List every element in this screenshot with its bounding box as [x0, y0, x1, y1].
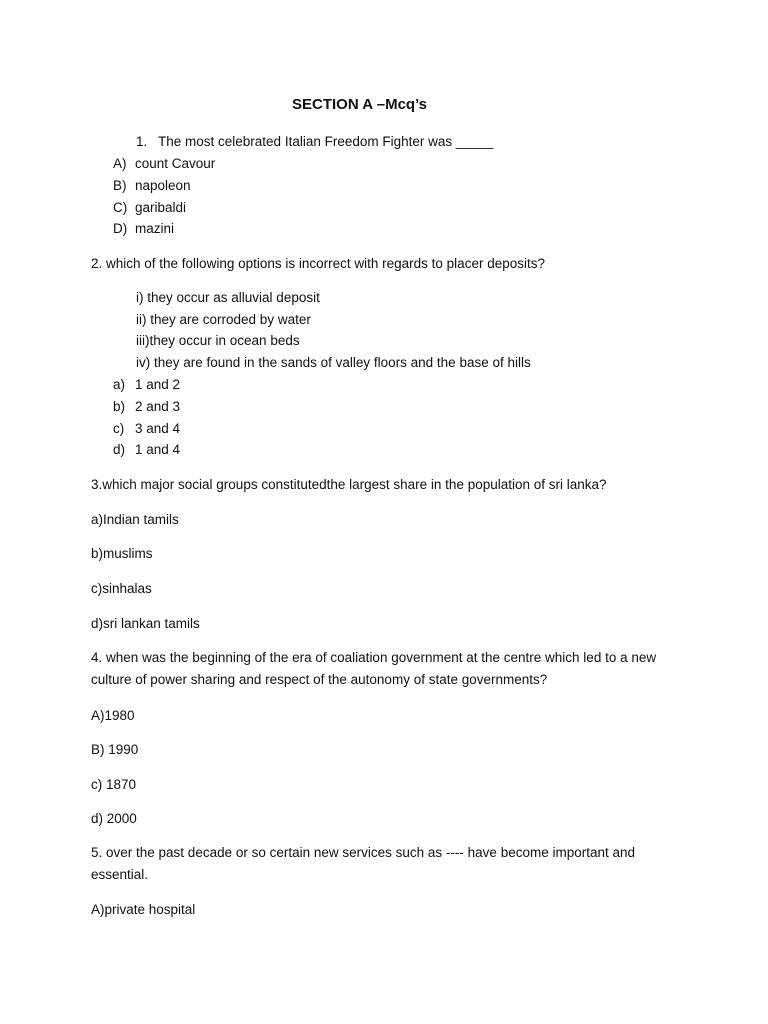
q4-text: 4. when was the beginning of the era of coaliation government at the centre which led to a new culture of power sharing and respect of the autonomy of state governments? [91, 650, 657, 687]
q1-text: The most celebrated Italian Freedom Fighter was _____ [158, 134, 494, 149]
option-label: D) [113, 221, 128, 236]
q1-option-d [113, 221, 174, 237]
option-text: napoleon [135, 178, 191, 193]
q2-option-c [113, 421, 180, 437]
q3-option-d: d)sri lankan tamils [91, 616, 200, 631]
q2-statement-1: i) they occur as alluvial deposit [136, 290, 320, 305]
section-title: SECTION A –Mcq’s [292, 96, 428, 113]
option-text: 3 and 4 [135, 421, 181, 436]
option-label: C) [113, 200, 128, 215]
q4-option-d: d) 2000 [91, 811, 137, 826]
option-label: c) [113, 421, 125, 436]
q1-option-b [113, 178, 191, 194]
option-label: a) [113, 377, 126, 392]
q3-option-b: b)muslims [91, 546, 153, 561]
q1-number: 1. [136, 134, 148, 149]
option-label: d) [113, 442, 126, 457]
q2-statement-4: iv) they are found in the sands of valley floors and the base of hills [136, 355, 531, 370]
option-label: A) [113, 156, 127, 171]
option-label: b) [113, 399, 126, 414]
q2-text: 2. which of the following options is incorrect with regards to placer deposits? [91, 256, 545, 271]
option-text: 1 and 2 [135, 377, 181, 392]
option-text: garibaldi [135, 200, 187, 215]
q2-option-d [113, 442, 180, 458]
q1-option-c [113, 200, 186, 216]
option-text: 2 and 3 [135, 399, 181, 414]
q3-text: 3.which major social groups constitutedthe largest share in the population of sri lanka? [91, 477, 607, 492]
option-label: B) [113, 178, 127, 193]
q3-option-c: c)sinhalas [91, 581, 152, 596]
q3-option-a: a)Indian tamils [91, 512, 179, 527]
option-text: count Cavour [135, 156, 216, 171]
q4-option-c: c) 1870 [91, 777, 137, 792]
q1-option-a [113, 156, 215, 172]
option-text: mazini [135, 221, 175, 236]
q5-text: 5. over the past decade or so certain new services such as ---- have become important and essential. [91, 845, 636, 882]
q5-option-a: A)private hospital [91, 902, 196, 917]
option-text: 1 and 4 [135, 442, 181, 457]
q4-option-b: B) 1990 [91, 742, 139, 757]
q2-statement-2: ii) they are corroded by water [136, 312, 311, 327]
q2-option-a [113, 377, 180, 393]
q4-option-a: A)1980 [91, 708, 135, 723]
q2-option-b [113, 399, 180, 415]
q2-statement-3: iii)they occur in ocean beds [136, 333, 300, 348]
